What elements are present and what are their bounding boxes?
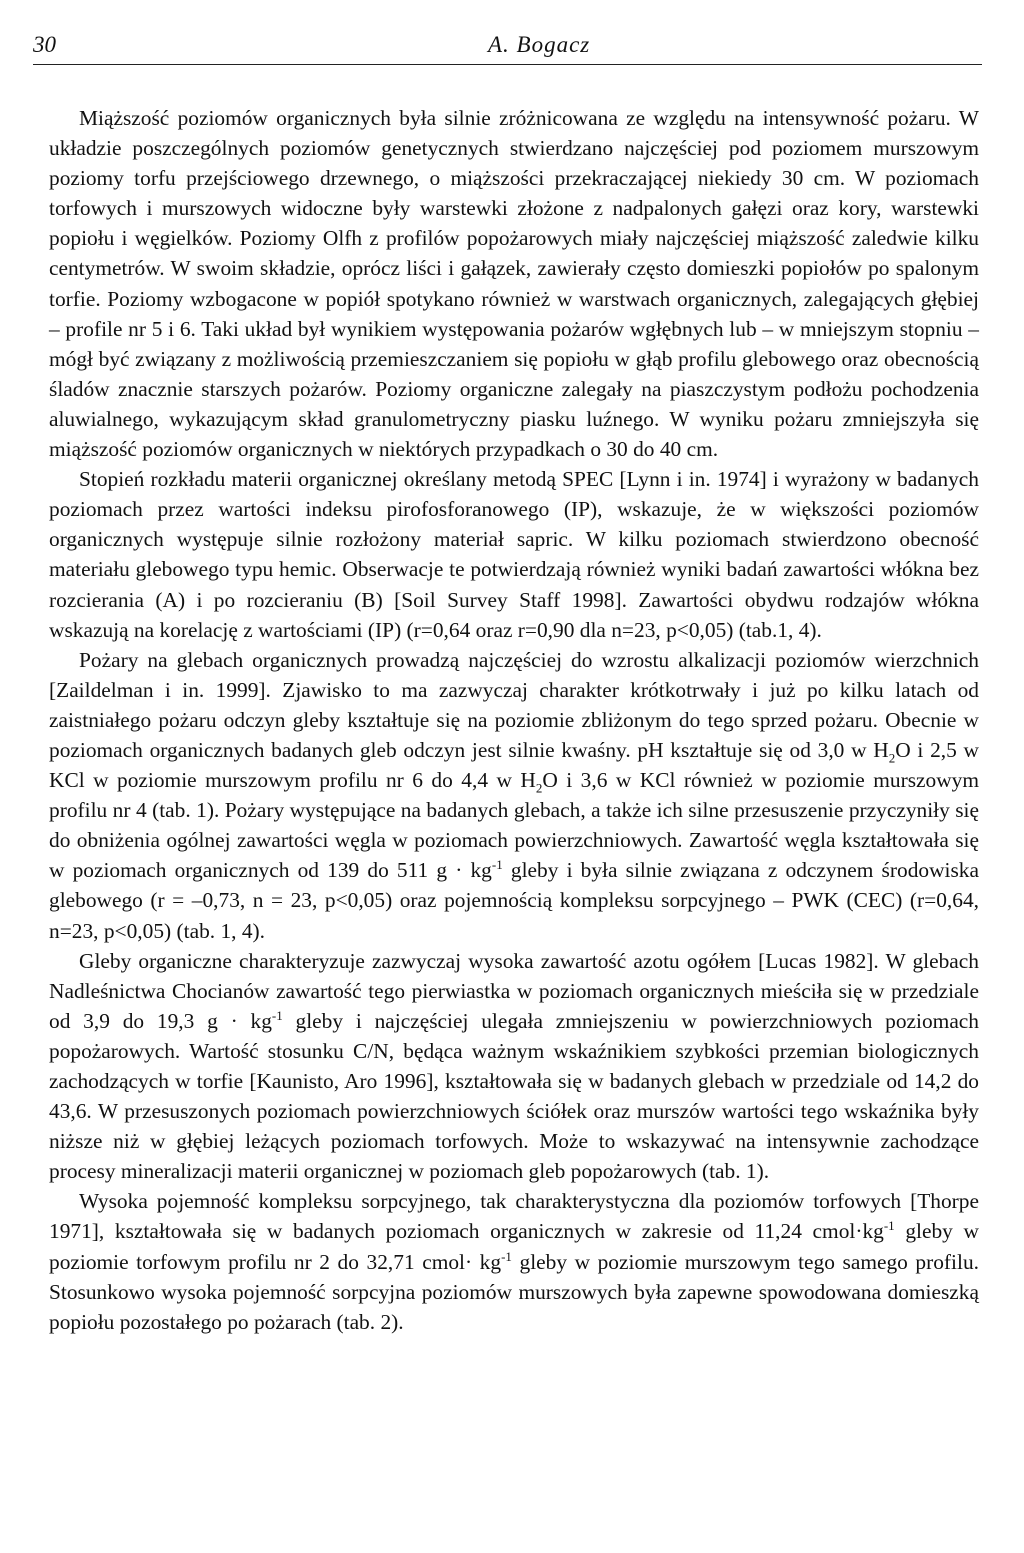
superscript: -1 — [501, 1248, 512, 1264]
paragraph-text: O i 2,5 w KCl w poziomie murszowym profilu nr 6 do 4,4 w H — [49, 737, 979, 793]
running-title: A. Bogacz — [488, 32, 591, 57]
page-header — [33, 30, 982, 65]
page-number: 30 — [33, 32, 56, 57]
paragraph-text: gleby w poziomie murszowym tego samego profilu. Stosunkowo wysoka pojemność sorpcyjna poziomów murszowych była zapewne spowodowana domieszką popiołu pozostałego po pożarach (tab. 2). — [49, 1249, 979, 1334]
superscript: -1 — [271, 1007, 283, 1023]
paragraph-5 — [49, 1186, 979, 1336]
paragraph-text: Miąższość poziomów organicznych była silnie zróżnicowana ze względu na intensywność pożaru. W układzie poszczególnych poziomów genetycznych stwierdzano najczęściej pod poziomem murszowym poziomy torfu przejściowego drzewnego, o miąższości przekraczającej niekiedy 30 cm. W poziomach torfowych i murszowych widoczne były warstewki złożone z nadpalonych gałęzi oraz kory, warstewki popiołu i węgielków. Poziomy Olfh z profilów popożarowych miały najczęściej miąższość zaledwie kilku centymetrów. W swoim składzie, oprócz liści i gałązek, zawierały często domieszki popiołów po spalonym torfie. Poziomy wzbogacone w popiół spotykano również w warstwach organicznych, zalegających głębiej – profile nr 5 i 6. Taki układ był wynikiem występowania pożarów wgłębnych lub – w mniejszym stopniu – mógł być związany z możliwością przemieszczaniem się popiołu w głąb profilu glebowego oraz obecnością śladów znacznie starszych pożarów. Poziomy organiczne zalegały na piaszczystym podłożu pochodzenia aluwialnego, wykazującym skład granulometryczny piasku luźnego. W wyniku pożaru zmniejszyła się miąższość poziomów organicznych w niektórych przypadkach o 30 do 40 cm. — [49, 106, 979, 462]
superscript: -1 — [883, 1218, 895, 1234]
paragraph-4 — [49, 946, 979, 1187]
paragraph-1 — [49, 103, 979, 464]
paragraph-text: Stopień rozkładu materii organicznej określany metodą SPEC [Lynn i in. 1974] i wyrażony w badanych poziomach przez wartości indeksu pirofosforanowego (IP), wskazuje, że w większości poziomów organicznych występuje silnie rozłożony materiał sapric. W kilku poziomach stwierdzono obecność materiału glebowego typu hemic. Obserwacje te potwierdzają również wyniki badań zawartości włókna bez rozcierania (A) i po rozcieraniu (B) [Soil Survey Staff 1998]. Zawartości obydwu rodzajów włókna wskazują na korelację z wartościami (IP) (r=0,64 oraz r=0,90 dla n=23, p<0,05) (tab.1, 4). — [49, 467, 979, 642]
paragraph-text: gleby w poziomie torfowym profilu nr 2 do 32,71 cmol· kg — [49, 1219, 979, 1274]
paragraph-3 — [49, 645, 979, 946]
paragraph-2 — [49, 464, 979, 645]
paragraph-text: gleby i najczęściej ulegała zmniejszeniu w powierzchniowych poziomach popożarowych. Wartość stosunku C/N, będąca ważnym wskaźnikiem szybkości przemian biologicznych zachodzących w torfie [Kaunisto, Aro 1996], kształtowała się w badanych glebach w przedziale od 14,2 do 43,6. W przesuszonych poziomach powierzchniowych ściółek oraz murszów wartości tego wskaźnika były niższe niż w głębiej leżących poziomach torfowych. Może to wskazywać na intensywnie zachodzące procesy mineralizacji materii organicznej w poziomach gleb popożarowych (tab. 1). — [49, 1008, 980, 1184]
body-text — [49, 103, 979, 1337]
paragraph-text: Gleby organiczne charakteryzuje zazwyczaj wysoka zawartość azotu ogółem [Lucas 1982]. W glebach Nadleśnictwa Chocianów zawartość tego pierwiastka w poziomach organicznych mieściła się w przedziale od 3,9 do 19,3 g · kg — [49, 948, 979, 1033]
superscript: -1 — [491, 857, 503, 873]
paragraph-text: O i 3,6 w KCl również w poziomie murszowym profilu nr 4 (tab. 1). Pożary występujące na badanych glebach, a także ich silne przesuszenie przyczyniły się do obniżenia ogólnej zawartości węgla w poziomach powierzchniowych. Zawartość węgla kształtowała się w poziomach organicznych od 139 do 511 g · kg — [49, 768, 979, 883]
paragraph-text: Wysoka pojemność kompleksu sorpcyjnego, tak charakterystyczna dla poziomów torfowych [Thorpe 1971], kształtowała się w badanych poziomach organicznych w zakresie od 11,24 cmol·kg — [49, 1189, 979, 1244]
subscript: 2 — [535, 780, 543, 796]
paragraph-text: gleby i była silnie związana z odczynem środowiska glebowego (r = –0,73, n = 23, p<0,05) oraz pojemnością kompleksu sorpcyjnego – PWK (CEC) (r=0,64, n=23, p<0,05) (tab. 1, 4). — [49, 858, 979, 943]
subscript: 2 — [888, 750, 896, 766]
paragraph-text: Pożary na glebach organicznych prowadzą najczęściej do wzrostu alkalizacji poziomów wierzchnich [Zaildelman i in. 1999]. Zjawisko to ma zazwyczaj charakter krótkotrwały i już po kilku latach od zaistniałego pożaru odczyn gleby kształtuje się na poziomie zbliżonym do tego sprzed pożaru. Obecnie w poziomach organicznych badanych gleb odczyn jest silnie kwaśny. pH kształtuje się od 3,0 w H — [49, 647, 979, 762]
